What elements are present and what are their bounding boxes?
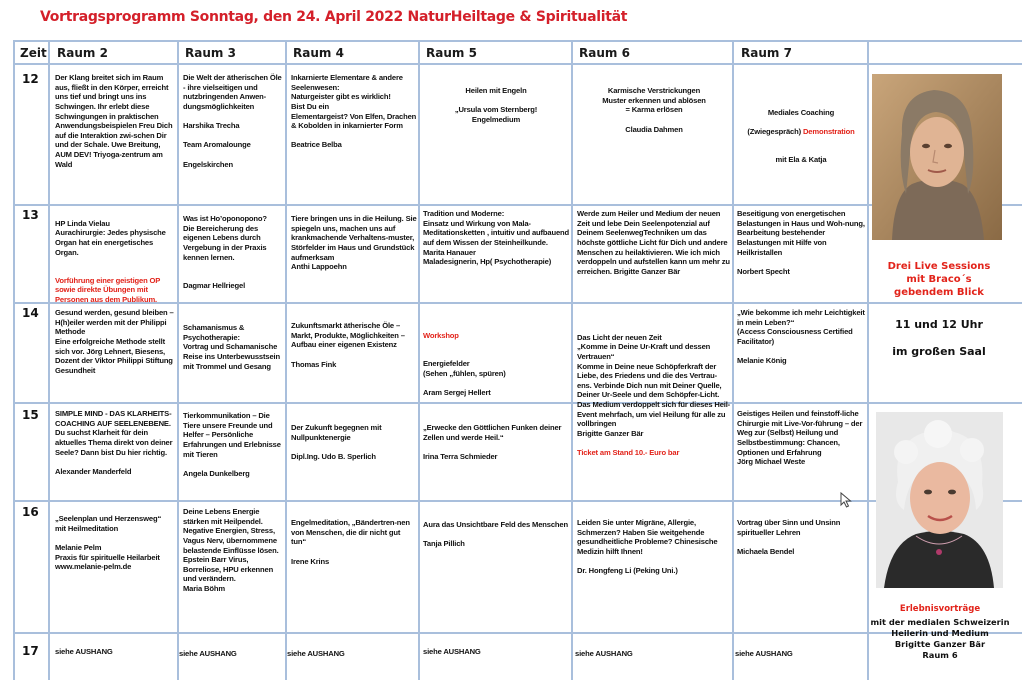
header-raum-7: Raum 7 <box>741 46 792 60</box>
erlebnis-title: Erlebnisvorträge <box>899 604 981 614</box>
session-14-raum5-text: Energiefelder (Sehen „fühlen, spüren) Aram Sergej Hellert <box>423 358 506 397</box>
time-13: 13 <box>22 208 39 222</box>
session-15-raum4: Der Zukunft begegnen mit Nullpunktenergie Dipl.Ing. Udo B. Sperlich <box>291 423 382 461</box>
session-14-raum6-text: Das Licht der neuen Zeit „Komme in Deine Ur-Kraft und dessen Vertrauen“ Komme in Deine neue Schöpferkraft der Liebe, des Friedens und die des Vertrau-ens. Verbinde Dich nun mit Deiner Quelle, Deiner Ur-Seele und dem Schöpfer-Licht. Das Medium verdoppelt sich für dieses Heil-Event mehrfach, um viel Heilung für alle zu vollbringen Brigitte Ganzer Bär <box>577 332 731 439</box>
grid-line <box>732 40 734 680</box>
grid-line <box>48 40 50 680</box>
grid-line <box>13 204 1022 206</box>
live-sessions-place: im großen Saal <box>892 345 986 358</box>
session-16-raum3: Deine Lebens Energie stärken mit Heilpendel. Negative Energien, Stress, Vagus Nerv, übernommene belastende Einflüsse lösen. Epstein Barr Virus, Borreliose, HPU erkennen und verändern. Maria Böhm <box>183 507 279 594</box>
page-title: Vortragsprogramm Sonntag, den 24. April 2022 NaturHeiltage & Spiritualität <box>40 9 628 25</box>
session-12-raum6: Karmische Verstrickungen Muster erkennen und ablösen = Karma erlösen Claudia Dahmen <box>602 86 706 134</box>
time-16: 16 <box>22 505 39 519</box>
header-raum-2: Raum 2 <box>57 46 108 60</box>
live-sessions-title: Drei Live Sessions mit Braco´s gebendem Blick <box>887 261 991 298</box>
session-13-raum5: Tradition und Moderne: Einsatz und Wirkung von Mala- Meditationsketten , intuitiv und aufbauend auf dem Wissen der Steinheilkunde. Marita Hanauer Maladesignerin, Hp( Psychotherapie) <box>423 209 569 267</box>
session-13-raum2-text: HP Linda Vielau Aurachirurgie: Jedes physische Organ hat ein energetisches Organ. <box>55 218 166 257</box>
session-14-raum3: Schamanismus & Psychotherapie: Vortrag und Schamanische Reise ins Unterbewusstsein mit Trommel und Gesang <box>183 323 280 371</box>
session-13-raum4: Tiere bringen uns in die Heilung. Sie spiegeln uns, machen uns auf krankmachende Verhaltens-muster, Störfelder im Haus und Grundstück aufmerksam Anthi Lappoehn <box>291 214 417 272</box>
time-15: 15 <box>22 408 39 422</box>
braco-photo <box>872 74 1002 240</box>
header-raum-6: Raum 6 <box>579 46 630 60</box>
session-14-raum5 <box>423 321 569 401</box>
live-sessions-time: 11 und 12 Uhr <box>895 318 983 331</box>
session-12-raum7-line3: mit Ela & Katja <box>775 155 827 165</box>
time-17: 17 <box>22 644 39 658</box>
session-12-raum3: Die Welt der ätherischen Öle - ihre vielseitigen und nutzbringenden Anwen-dungsmöglichkeiten Harshika Trecha Team Aromalounge Engelskirchen <box>183 73 282 169</box>
session-14-raum7: „Wie bekomme ich mehr Leichtigkeit in mein Leben?“ (Access Consciousness Certified Facilitator) Melanie König <box>737 308 865 366</box>
grid-line <box>13 40 15 680</box>
session-13-raum2-red: Vorführung einer geistigen OP sowie direkte Übungen mit Personen aus dem Publikum. <box>55 275 161 305</box>
session-12-raum5: Heilen mit Engeln „Ursula vom Sternberg! Engelmedium <box>454 86 538 124</box>
grid-line <box>418 40 420 680</box>
grid-line <box>285 40 287 680</box>
header-raum-4: Raum 4 <box>293 46 344 60</box>
grid-line <box>13 63 1022 65</box>
header-raum-5: Raum 5 <box>426 46 477 60</box>
session-13-raum6: Werde zum Heiler und Medium der neuen Zeit und lebe Dein Seelenpotenzial auf Deinem SeelenwegTechniken um das höchste göttliche Licht für Dich und andere Menschen zu heilaktivieren. Wie ich mich verdoppeln und aufstellen kann um mehr zu erreichen. Brigitte Ganzer Bär <box>577 209 730 276</box>
session-13-raum7: Beseitigung von energetischen Belastungen in Haus und Woh-nung, Bearbeitung bestehender Belastungen mit Hilfe von Heilkristallen Norbert Specht <box>737 209 865 276</box>
header-raum-3: Raum 3 <box>185 46 236 60</box>
session-17-raum7: siehe AUSHANG <box>735 649 793 658</box>
session-14-raum6 <box>577 323 731 479</box>
workshop-label: Workshop <box>423 330 459 340</box>
grid-line <box>13 40 1022 42</box>
grid-line <box>867 40 869 680</box>
session-17-raum5: siehe AUSHANG <box>423 647 481 656</box>
brigitte-photo <box>876 412 1003 588</box>
session-15-raum5: „Erwecke den Göttlichen Funken deiner Zellen und werde Heil.“ Irina Terra Schmieder <box>423 423 562 461</box>
grid-line <box>13 500 1022 502</box>
session-12-raum7-line1: Mediales Coaching <box>767 107 835 117</box>
mouse-cursor-icon <box>840 492 852 508</box>
session-14-raum4: Zukunftsmarkt ätherische Öle – Markt, Produkte, Möglichkeiten – Aufbau einer eigenen Existenz Thomas Fink <box>291 321 405 369</box>
session-16-raum2: „Seelenplan und Herzensweg“ mit Heilmeditation Melanie Pelm Praxis für spirituelle Heilarbeit www.melanie-pelm.de <box>55 514 162 572</box>
demonstration-label: Demonstration <box>802 126 855 136</box>
session-12-raum7-line2a: (Zwiegespräch) <box>747 126 803 136</box>
session-12-raum2: Der Klang breitet sich im Raum aus, fließt in den Körper, erreicht uns tief und bringt uns ins Schwingen. Ihr erlebt diese Schwingungen in praktischen Anwendungsbeispielen Freu Dich auf die Interaktion zwi-schen Dir und der Schale. Uwe Breitung, AUM DEV! Triyoga-zentrum am Wald <box>55 73 173 169</box>
session-12-raum4: Inkarnierte Elementare & andere Seelenwesen: Naturgeister gibt es wirklich! Bist Du ein Elementargeist? Von Elfen, Drachen & Kobolden in inkarnierter Form Beatrice Belba <box>291 73 417 150</box>
session-15-raum7: Geistiges Heilen und feinstoff-liche Chirurgie mit Live-Vor-führung – der Weg zur (Selbst) Heilung und Selbstbestimmung: Chancen, Optionen und Erfahrung Jörg Michael Weste <box>737 409 863 467</box>
session-15-raum3: Tierkommunikation – Die Tiere unsere Freunde und Helfer – Persönliche Erfahrungen und Erlebnisse mit Tieren Angela Dunkelberg <box>183 411 281 478</box>
session-16-raum5: Aura das Unsichtbare Feld des Menschen Tanja Pillich <box>423 520 568 549</box>
session-17-raum3: siehe AUSHANG <box>179 649 237 658</box>
session-12-raum7-line2 <box>735 127 867 137</box>
ticket-info: Ticket am Stand 10.- Euro bar <box>577 448 680 458</box>
grid-line <box>177 40 179 680</box>
header-zeit: Zeit <box>20 46 47 60</box>
grid-line <box>571 40 573 680</box>
session-13-raum3: Was ist Ho’oponopono? Die Bereicherung des eigenen Lebens durch Vergebung in der Praxis kennen lernen. Dagmar Hellriegel <box>183 214 267 291</box>
session-17-raum6: siehe AUSHANG <box>575 649 633 658</box>
session-12-raum7 <box>735 98 867 165</box>
session-13-raum2 <box>55 209 177 305</box>
session-17-raum2: siehe AUSHANG <box>55 647 113 656</box>
erlebnis-text: mit der medialen Schweizerin Heilerin und Medium Brigitte Ganzer Bär Raum 6 <box>870 617 1010 660</box>
session-14-raum2: Gesund werden, gesund bleiben – H(h)eiler werden mit der Philippi Methode Eine erfolgreiche Methode stellt sich vor. Jörg Lehnert, Biesens, Dozent der Viktor Philippi Stiftung Gesundheit <box>55 308 174 375</box>
time-14: 14 <box>22 306 39 320</box>
session-15-raum2: SIMPLE MIND - DAS KLARHEITS-COACHING AUF SEELENEBENE. Du suchst Klarheit für dein aktuelles Thema direkt von deiner Seele? Dann bist Du hier richtig. Alexander Manderfeld <box>55 409 173 476</box>
session-16-raum7: Vortrag über Sinn und Unsinn spiritueller Lehren Michaela Bendel <box>737 518 841 556</box>
session-16-raum4: Engelmeditation, „Bändertren-nen von Menschen, die dir nicht gut tun“ Irene Krins <box>291 518 410 566</box>
session-16-raum6: Leiden Sie unter Migräne, Allergie, Schmerzen? Haben Sie weitgehende gesundheitliche Probleme? Chinesische Medizin hilft Ihnen! Dr. Hongfeng Li (Peking Uni.) <box>577 518 718 576</box>
time-12: 12 <box>22 72 39 86</box>
schedule-grid <box>13 40 1022 680</box>
session-17-raum4: siehe AUSHANG <box>287 649 345 658</box>
